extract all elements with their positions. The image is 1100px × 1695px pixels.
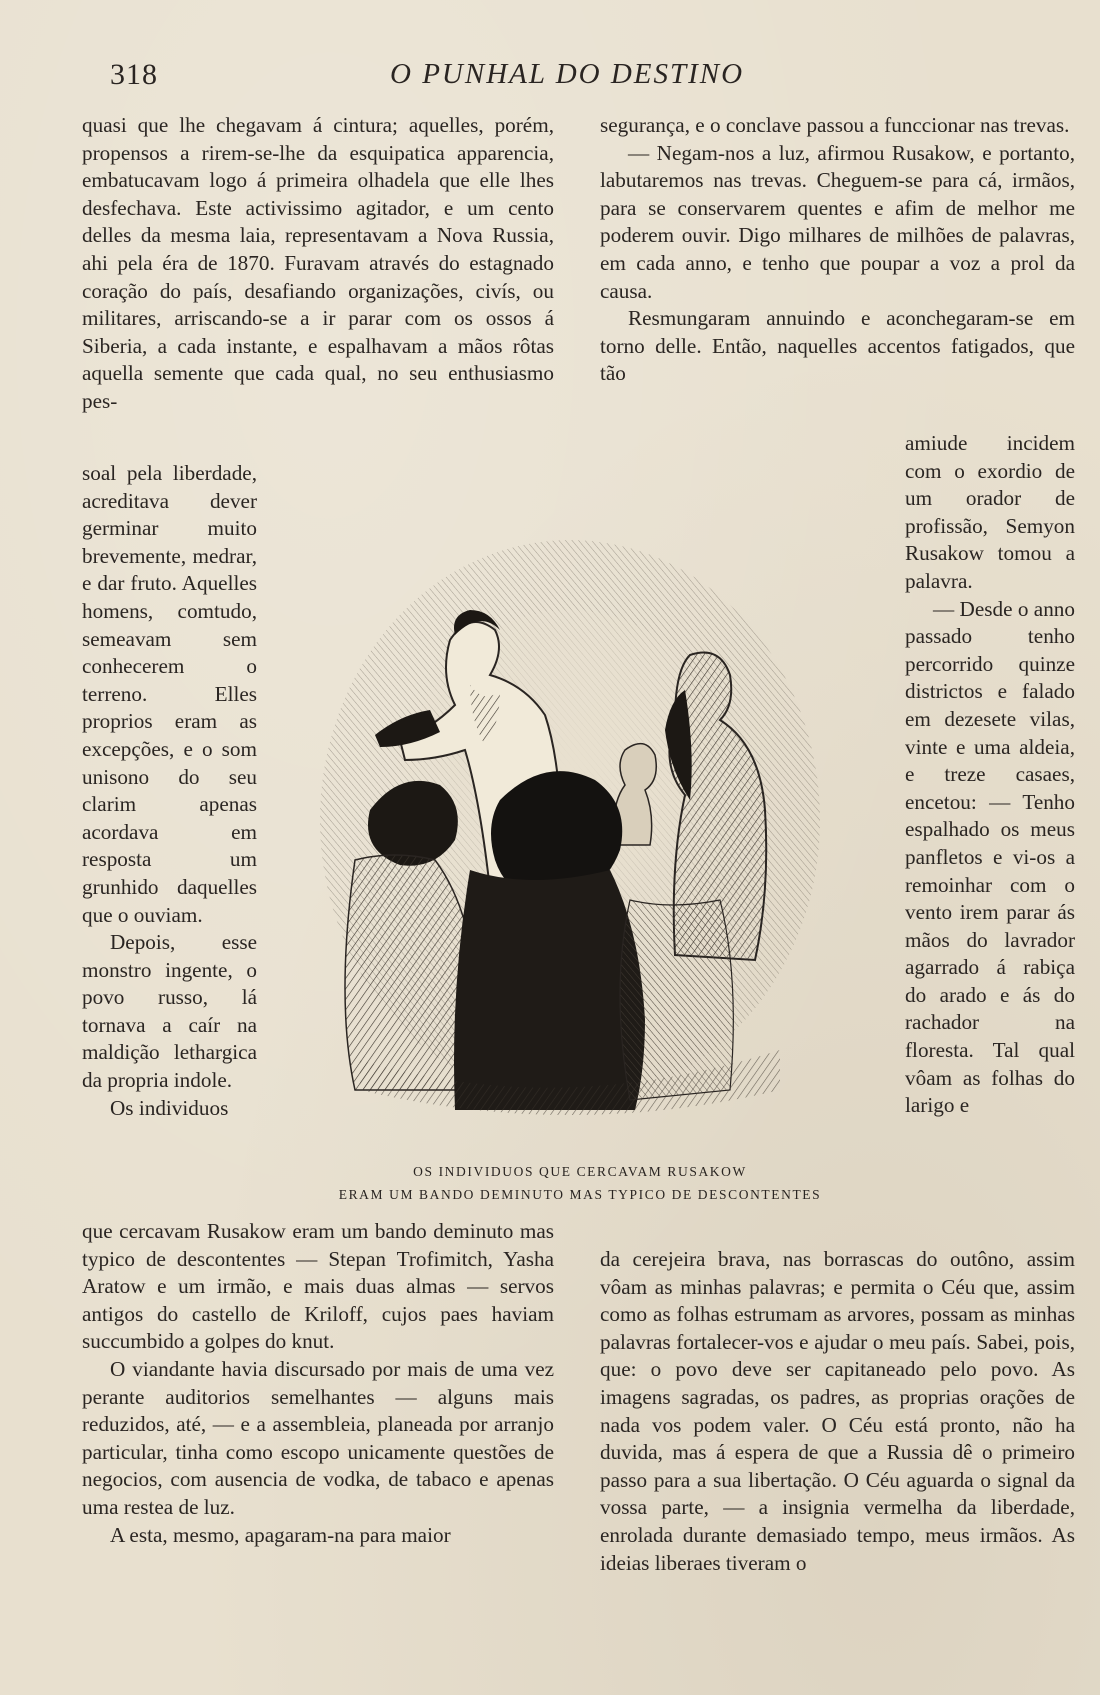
paragraph: Resmungaram annuindo e aconchegaram-se em torno delle. Então, naquelles accentos fatigados, que tão	[600, 306, 1075, 386]
paragraph: O viandante havia discursado por mais de uma vez perante auditorios semelhantes — alguns mais reduzidos, até, — e a assembleia, planeada por arranjo particular, tinha como escopo unicamente questões de negocios, com ausencia de vodka, de tabaco e apenas uma restea de luz.	[82, 1356, 554, 1519]
paragraph: Depois, esse monstro ingente, o povo russo, lá tornava a caír na maldição lethargica da propria indole.	[82, 930, 257, 1093]
paragraph: — Negam-nos a luz, afirmou Rusakow, e portanto, labutaremos nas trevas. Cheguem-se para cá, irmãos, para se conservarem quentes e afim de melhor me poderem ouvir. Digo milhares de milhões de palavras, em cada anno, e tenho que poupar a voz a prol da causa.	[600, 140, 1075, 303]
paragraph: Os individuos	[110, 1095, 229, 1120]
left-column-bottom	[82, 1218, 554, 1549]
right-column-top	[600, 112, 1075, 388]
right-column-wrap	[905, 430, 1075, 1120]
caption-line: OS INDIVIDUOS QUE CERCAVAM RUSAKOW	[413, 1164, 747, 1179]
paragraph: segurança, e o conclave passou a funccionar nas trevas.	[600, 113, 1070, 137]
engraving-illustration	[300, 520, 840, 1130]
right-column-bottom	[600, 1246, 1075, 1577]
paragraph: da cerejeira brava, nas borrascas do outôno, assim vôam as minhas palavras; e permita o Céu que, assim como as folhas estrumam as arvores, possam as minhas palavras fortalecer-vos e ajudar o meu país. Sabei, pois, que: o povo deve ser capitaneado pelo povo. As imagens sagradas, os padres, as proprias orações de nada vos podem valer. O Céu está pronto, não ha duvida, mas á espera de que a Russia dê o primeiro passo para a sua libertação. O Céu aguarda o signal da vossa parte, — a insignia vermelha da liberdade, enrolada durante demasiado tempo, meus irmãos. As ideias liberaes tiveram o	[600, 1247, 1075, 1575]
caption-line: ERAM UM BANDO DEMINUTO MAS TYPICO DE DESCONTENTES	[338, 1187, 822, 1202]
engraving-drawing	[300, 520, 840, 1130]
illustration-caption	[280, 1160, 880, 1206]
left-column-wrap	[82, 460, 257, 1122]
paragraph: que cercavam Rusakow eram um bando deminuto mas typico de descontentes — Stepan Trofimitch, Yasha Aratow e um irmão, e mais duas almas — servos antigos do castello de Kriloff, cujos paes haviam succumbido a golpes do knut.	[82, 1219, 554, 1354]
paragraph: quasi que lhe chegavam á cintura; aquelles, porém, propensos a rirem-se-lhe da esquipatica apparencia, embatucavam logo á primeira olhadela que elle lhes desfechava. Este activissimo agitador, e um cento delles da mesma laia, representavam a Nova Russia, ahi pela éra de 1870. Furavam através do estagnado coração do país, desafiando organizações, civís, ou militares, arriscando-se a ir parar com os ossos á Siberia, a cada instante, e espalhavam a mãos rôtas aquella semente que cada qual, no seu enthusiasmo pes-	[82, 113, 554, 413]
running-title: O PUNHAL DO DESTINO	[390, 58, 745, 90]
paragraph: amiude incidem com o exordio de um orador de profissão, Semyon Rusakow tomou a palavra.	[905, 431, 1075, 593]
left-column-top	[82, 112, 554, 416]
paragraph: — Desde o anno passado tenho percorrido quinze districtos e falado em dezesete vilas, vinte e uma aldeia, e treze casaes, encetou: — Tenho espalhado os meus panfletos e vi-os a remoinhar com o vento irem parar ás mãos do lavrador agarrado á rabiça do arado e ás do rachador na floresta. Tal qual vôam as folhas do larigo e	[905, 596, 1075, 1118]
paragraph: soal pela liberdade, acreditava dever germinar muito brevemente, medrar, e dar fruto. Aquelles homens, comtudo, semeavam sem conhecerem o terreno. Elles proprios eram as excepções, e o som unisono do seu clarim apenas acordava em resposta um grunhido daquelles que o ouviam.	[82, 461, 257, 927]
page-header	[110, 58, 1030, 98]
paragraph: A esta, mesmo, apagaram-na para maior	[110, 1522, 451, 1547]
page-number: 318	[110, 58, 158, 91]
